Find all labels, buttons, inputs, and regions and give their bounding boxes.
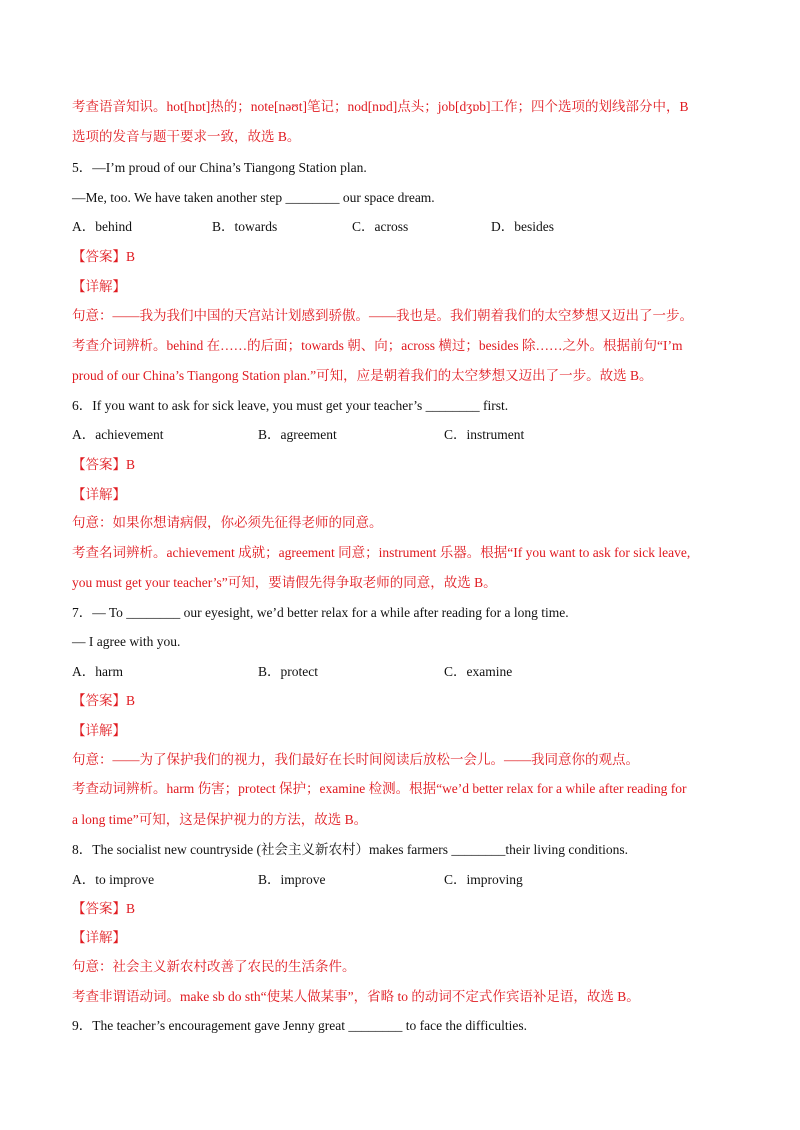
answer-label: 【答案】B — [72, 901, 136, 916]
meaning-line: 句意：社会主义新农村改善了农民的生活条件。 — [72, 959, 356, 974]
option-a: A．harm — [72, 664, 123, 679]
question-5-stem: 5．—I’m proud of our China’s Tiangong Station plan. — [72, 160, 367, 175]
explanation-line: you must get your teacher’s”可知，要请假先得争取老师的同意，故选 B。 — [72, 575, 497, 590]
question-9-stem: 9．The teacher’s encouragement gave Jenny great ________ to face the difficulties. — [72, 1018, 527, 1033]
option-a: A．behind — [72, 219, 132, 234]
option-c: C．improving — [444, 872, 523, 887]
option-b: B．protect — [258, 664, 318, 679]
answer-label: 【答案】B — [72, 249, 136, 264]
option-c: C．instrument — [444, 427, 525, 442]
question-7-stem: 7．— To ________ our eyesight, we’d better relax for a while after reading for a long time. — [72, 605, 569, 620]
meaning-line: 句意：——为了保护我们的视力，我们最好在长时间阅读后放松一会儿。——我同意你的观点。 — [72, 752, 639, 767]
answer-label: 【答案】B — [72, 457, 136, 472]
meaning-line: 句意：——我为我们中国的天宫站计划感到骄傲。——我也是。我们朝着我们的太空梦想又迈出了一步。 — [72, 308, 693, 323]
option-a: A．achievement — [72, 427, 164, 442]
explanation-line: 考查语音知识。hot[hɒt]热的；note[nəʊt]笔记；nod[nɒd]点头；job[dʒɒb]工作；四个选项的划线部分中，B — [72, 99, 689, 114]
option-c: C．across — [352, 219, 409, 234]
question-5-stem-2: —Me, too. We have taken another step ________ our space dream. — [72, 190, 435, 205]
explanation-line: 考查名词辨析。achievement 成就；agreement 同意；instrument 乐器。根据“If you want to ask for sick leave, — [72, 545, 691, 560]
option-a: A．to improve — [72, 872, 155, 887]
question-6-stem: 6．If you want to ask for sick leave, you must get your teacher’s ________ first. — [72, 398, 509, 413]
detail-label: 【详解】 — [72, 723, 126, 738]
explanation-line: 考查介词辨析。behind 在……的后面；towards 朝、向；across 横过；besides 除……之外。根据前句“I’m — [72, 338, 683, 353]
detail-label: 【详解】 — [72, 279, 126, 294]
meaning-line: 句意：如果你想请病假，你必须先征得老师的同意。 — [72, 515, 383, 530]
option-b: B．agreement — [258, 427, 337, 442]
explanation-line: 考查非谓语动词。make sb do sth“使某人做某事”，省略 to 的动词不定式作宾语补足语，故选 B。 — [72, 989, 640, 1004]
detail-label: 【详解】 — [72, 930, 126, 945]
option-c: C．examine — [444, 664, 513, 679]
detail-label: 【详解】 — [72, 487, 126, 502]
explanation-line: 选项的发音与题干要求一致，故选 B。 — [72, 129, 301, 144]
option-d: D．besides — [491, 219, 554, 234]
option-b: B．improve — [258, 872, 326, 887]
option-b: B．towards — [212, 219, 278, 234]
question-7-stem-2: — I agree with you. — [72, 634, 181, 649]
answer-label: 【答案】B — [72, 693, 136, 708]
question-8-stem: 8．The socialist new countryside (社会主义新农村）makes farmers ________their living conditions. — [72, 842, 629, 857]
explanation-line: 考查动词辨析。harm 伤害；protect 保护；examine 检测。根据“we’d better relax for a while after reading for — [72, 781, 687, 796]
explanation-line: proud of our China’s Tiangong Station plan.”可知，应是朝着我们的太空梦想又迈出了一步。故选 B。 — [72, 368, 653, 383]
explanation-line: a long time”可知，这是保护视力的方法，故选 B。 — [72, 812, 368, 827]
